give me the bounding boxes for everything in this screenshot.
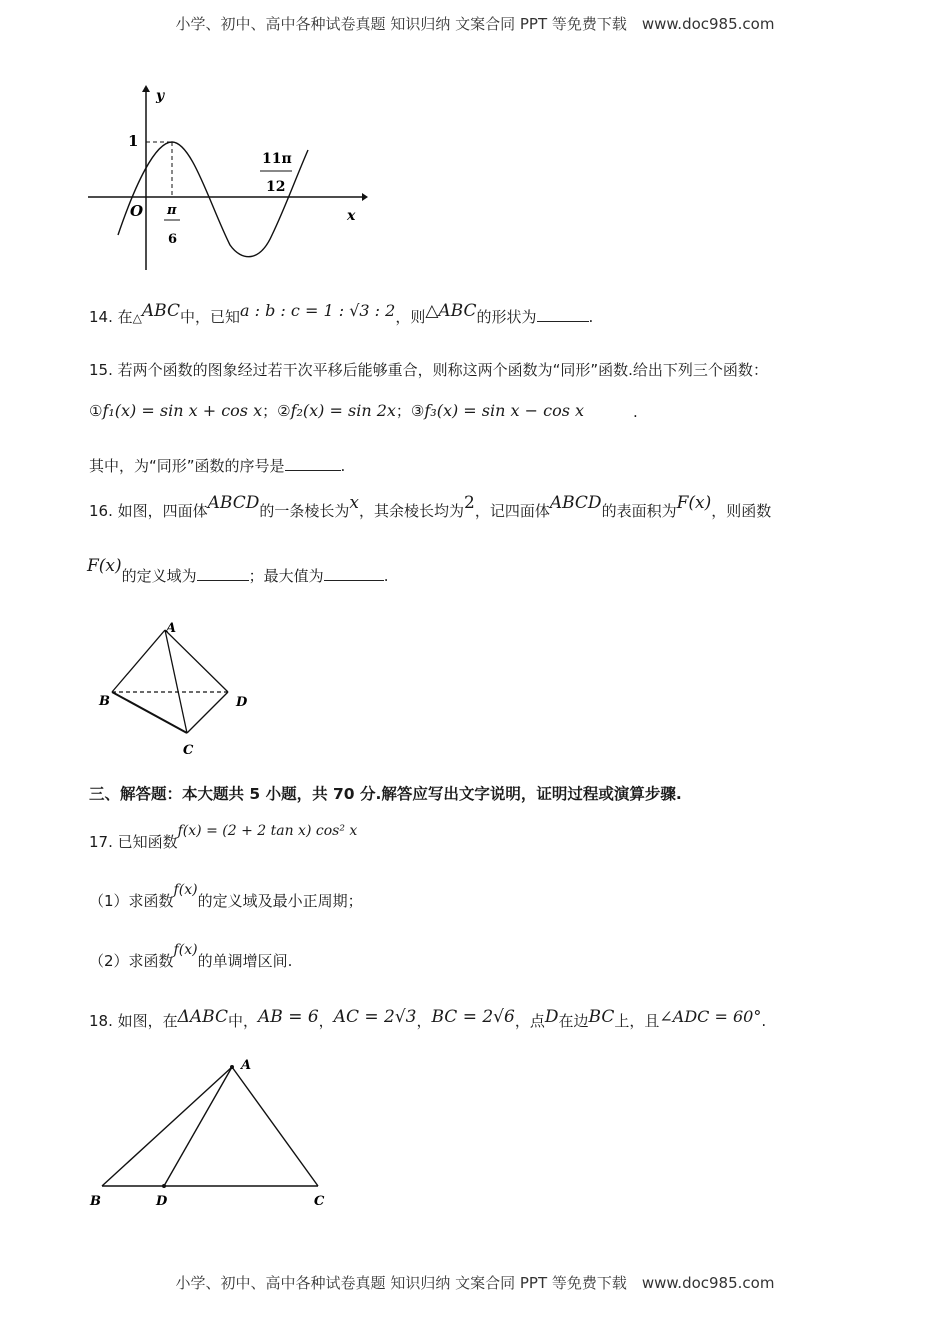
x-axis-arrow [362, 193, 368, 201]
section-3-heading: 三、解答题：本大题共 5 小题，共 70 分.解答应写出文字说明，证明过程或演算步骤. [89, 785, 682, 803]
page-header: 小学、初中、高中各种试卷真题 知识归纳 文案合同 PPT 等免费下载 www.doc985.com [175, 15, 775, 33]
svg-text:B: B [90, 1194, 101, 1209]
svg-text:A: A [166, 621, 177, 636]
svg-text:D: D [156, 1194, 168, 1209]
one-label: 1 [128, 132, 139, 150]
question-16-line2: F(x)的定义域为 ；最大值为 . [87, 556, 389, 585]
question-16-line1: 16. 如图，四面体ABCD的一条棱长为x，其余棱长均为2，记四面体ABCD的表面积为F(x)，则函数 [89, 493, 772, 520]
y-axis-arrow [142, 85, 150, 92]
triangle-figure [82, 1052, 342, 1217]
y-label: y [156, 88, 165, 104]
svg-text:C: C [183, 743, 194, 758]
tetrahedron-figure [90, 615, 260, 765]
svg-text:A: A [241, 1058, 252, 1073]
question-15-functions: ①f₁(x) = sin x + cos x；②f₂(x) = sin 2x；③f₃(x) = sin x − cos x [89, 401, 585, 420]
question-17-part1: （1）求函数f(x)的定义域及最小正周期； [89, 882, 363, 910]
question-18: 18. 如图，在ΔABC中，AB = 6，AC = 2√3，BC = 2√6，点D在边BC上，且∠ADC = 60°. [89, 1007, 767, 1030]
question-14: 14. 在△ABC中，已知a : b : c = 1 : √3 : 2，则△ABC的形状为 . [89, 301, 594, 326]
question-15-line1: 15. 若两个函数的图象经过若干次平移后能够重合，则称这两个函数为“同形”函数.给出下列三个函数： [89, 361, 768, 379]
sine-graph [80, 80, 380, 280]
x-label: x [347, 208, 356, 224]
svg-text:B: B [99, 694, 110, 709]
page-footer: 小学、初中、高中各种试卷真题 知识归纳 文案合同 PPT 等免费下载 www.doc985.com [175, 1274, 775, 1292]
question-17-part2: （2）求函数f(x)的单调增区间. [89, 942, 293, 970]
question-15-line3: 其中，为“同形”函数的序号是 . [89, 457, 346, 475]
svg-text:D: D [236, 695, 248, 710]
pi6-num: π [167, 203, 177, 218]
question-17: 17. 已知函数f(x) = (2 + 2 tan x) cos² x [89, 823, 358, 851]
pi6-den: 6 [168, 232, 178, 247]
11pi-num: 11π [262, 151, 292, 167]
11pi-den: 12 [266, 179, 286, 195]
origin-label: O [130, 202, 144, 220]
svg-text:C: C [314, 1194, 325, 1209]
